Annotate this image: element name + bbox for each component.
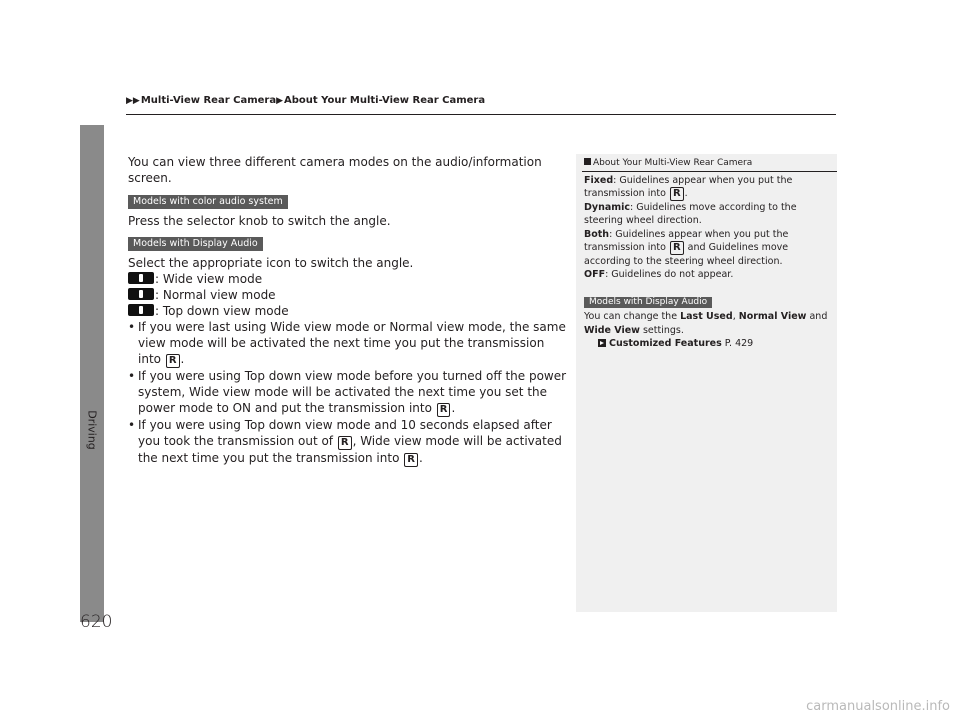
note-both: Both: Guidelines appear when you put the transmission into R and Guidelines move according to the steering wheel direction.: [584, 228, 789, 267]
aside-heading: About Your Multi-View Rear Camera: [584, 158, 837, 168]
mode-top: : Top down view mode: [128, 303, 568, 319]
select-text: Select the appropriate icon to switch the angle.: [128, 256, 414, 270]
note-fixed: Fixed: Guidelines appear when you put the transmission into R .: [584, 175, 793, 200]
normal-view-icon: [128, 288, 154, 300]
reverse-key-icon: R: [338, 436, 352, 450]
bullet-item: • If you were using Top down view mode before you turned off the power system, Wide view mode will be activated the next time you set the power mode to ON and put the transmission into R .: [128, 368, 568, 417]
press-text: Press the selector knob to switch the angle.: [128, 214, 391, 228]
reverse-key-icon: R: [404, 453, 418, 467]
breadcrumb-item-about[interactable]: About Your Multi-View Rear Camera: [284, 95, 486, 106]
side-notes: [576, 154, 837, 612]
aside-body: [584, 174, 832, 350]
reverse-key-icon: R: [670, 187, 684, 201]
reverse-key-icon: R: [437, 403, 451, 417]
xref-link[interactable]: Customized Features P. 429: [584, 337, 832, 350]
note-change-settings: You can change the Last Used, Normal View and Wide View settings.: [584, 311, 828, 336]
mode-wide: : Wide view mode: [128, 271, 568, 287]
header-divider: [126, 114, 836, 115]
badge-display-audio: Models with Display Audio: [128, 237, 263, 251]
reverse-key-icon: R: [166, 354, 180, 368]
mode-normal: : Normal view mode: [128, 287, 568, 303]
chevron-right-icon: ▶▶: [126, 96, 140, 106]
watermark: carmanualsonline.info: [806, 699, 950, 714]
bullet-item: • If you were last using Wide view mode or Normal view mode, the same view mode will be activated the next time you put the transmission into R .: [128, 319, 568, 368]
intro-text: You can view three different camera modes on the audio/information screen.: [128, 155, 542, 185]
chevron-right-icon: ▶: [276, 96, 283, 106]
breadcrumb: [126, 95, 485, 106]
top-down-view-icon: [128, 304, 154, 316]
main-content: [128, 154, 568, 467]
breadcrumb-item-multi-view[interactable]: Multi-View Rear Camera: [140, 95, 277, 106]
wide-view-icon: [128, 272, 154, 284]
cross-reference-icon: [598, 339, 606, 347]
aside-divider: [582, 171, 837, 172]
badge-color-audio: Models with color audio system: [128, 195, 288, 209]
note-dynamic: Dynamic: Guidelines move according to the steering wheel direction.: [584, 202, 797, 227]
badge-display-audio: Models with Display Audio: [584, 297, 712, 308]
section-tab: [80, 125, 104, 622]
note-off: OFF: Guidelines do not appear.: [584, 269, 734, 281]
reverse-key-icon: R: [670, 241, 684, 255]
bullet-item: • If you were using Top down view mode and 10 seconds elapsed after you took the transmission out of R , Wide view mode will be activated the next time you put the transmission into R .: [128, 417, 568, 467]
page-number: 620: [80, 612, 113, 632]
note-icon: [584, 158, 591, 165]
